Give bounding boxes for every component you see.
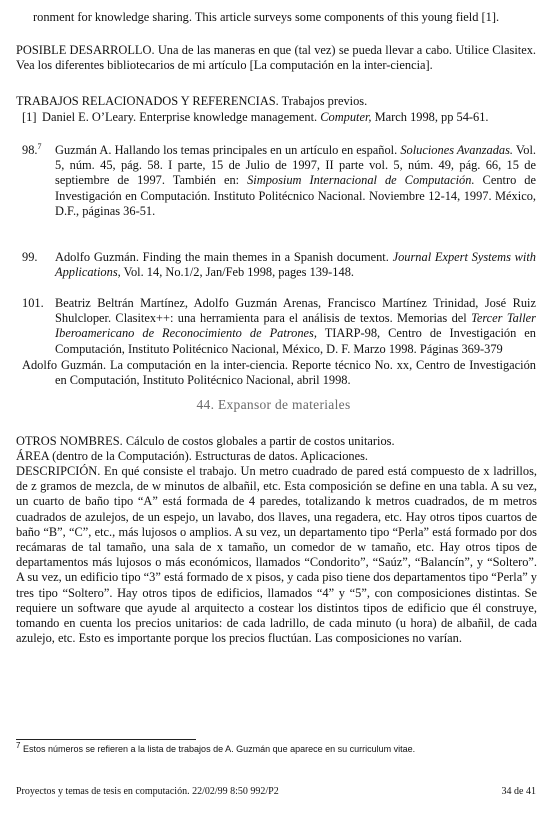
reference-number: 101. [22,296,44,310]
footnote-marker: 7 [16,741,21,750]
posible-desarrollo-text: Una de las maneras en que (tal vez) se pueda llevar a cabo. Utilice Clasitex. Vea los diferentes bibliotecarios de mi artículo [La computación en la inter-ciencia]. [16,43,536,73]
area-label: ÁREA (dentro de la Computación). [16,449,192,463]
area-text: Estructuras de datos. Aplicaciones. [194,449,369,463]
reference-text: Guzmán A. Hallando los temas principales en un artículo en español. Soluciones Avanzadas. Vol. 5, núm. 45, pág. 58. I parte, 15 de Julio de 1997, II parte vol. 5, núm. 49, pág. 66, 15 de septiembre de 1997. También en: Simposium Internacional de Computación. Centro de Investigación en Computación. Instituto Politécnico Nacional. Noviembre 12-14, 1997. México, D.F., páginas 36-51. [55,143,536,218]
section-heading: 44. Expansor de materiales [196,397,351,412]
continuation-paragraph: ronment for knowledge sharing. This article surveys some components of this young field [1]. [33,10,500,24]
reference-number: 98.$^7$ [22,141,42,157]
footnote-marker: 7 [37,141,42,151]
area-paragraph [16,449,536,464]
page-number: 34 de 41 [501,786,536,797]
trabajos-relacionados-label: TRABAJOS RELACIONADOS Y REFERENCIAS. [16,94,279,108]
otros-nombres-label: OTROS NOMBRES. [16,434,123,448]
page-footer [16,786,536,798]
reference-text: Adolfo Guzmán. Finding the main themes in a Spanish document. Journal Expert Systems with Applications, Vol. 14, No.1/2, Jan/Feb 1998, pages 139-148. [55,250,536,280]
reference-item-unnumbered: Adolfo Guzmán. La computación en la inter-ciencia. Reporte técnico No. xx, Centro de Investigación en Computación, Instituto Politécnico Nacional, abril 1998. [22,358,536,388]
descripcion-text: En qué consiste el trabajo. Un metro cuadrado de pared está compuesto de x ladrillos, de z gramos de mezcla, de w minutos de albañil, etc. Esta composición se define en una tabla. A su vez, un cuarto de baño tipo “A” está formada de 4 paredes, totalizando k metros cuadrados, de m metros cuadrados de azulejos, de un espejo, un lavabo, dos llaves, una regadera, etc. Hay otros tipos cuartos de baño “B”, “C”, etc., más lujosos o amplios. A su vez, un departamento tipo “Perla” está formado por dos recámaras de tal tamaño, una sala de x tamaño, un comedor de w tamaño, etc. Hay otros tipos de departamentos más lujosos o más económicos, llamados “Condorito”, “Saúz”, “Balancín”, y “Soltero”. A su vez, un edificio tipo “3” está formado de x pisos, y cada piso tiene dos departamentos tipo “Perla” y tres tipo “Soltero”. Hay otros tipos de edificios, llamados “4” y “5”, con composiciones distintas. Se requiere un software que ayude al arquitecto a costear los distintos tipos de edificio que él construye, tomando en cuenta los precios unitarios: de cada ladrillo, de cada minuto (u hora) de albañil, de cada azulejo, etc. Esto es importante porque los precios fluctúan. Las composiciones no varían. [16,464,537,646]
posible-desarrollo-paragraph [16,43,536,73]
reference-text: Beatriz Beltrán Martínez, Adolfo Guzmán Arenas, Francisco Martínez Trinidad, José Ruiz Shulcloper. Clasitex++: una herramienta para el análisis de textos. Memorias del Tercer Taller Iberoamericano de Reconocimiento de Patrones, TIARP-98, Centro de Investigación en Computación, Instituto Politécnico Nacional, México, D. F. Marzo 1998. Páginas 369-379 [55,296,536,356]
trabajos-relacionados-text: Trabajos previos. [281,94,368,108]
footer-title: Proyectos y temas de tesis en computación. 22/02/99 8:50 992/P2 [16,786,279,797]
footnote [16,741,536,755]
trabajos-relacionados-paragraph [16,94,536,109]
reference-number: [1] [22,110,37,124]
posible-desarrollo-label: POSIBLE DESARROLLO. [16,43,155,57]
descripcion-label: DESCRIPCIÓN. [16,464,101,478]
descripcion-paragraph [16,464,537,646]
otros-nombres-paragraph [16,434,536,449]
reference-number: 99. [22,250,38,264]
otros-nombres-text: Cálculo de costos globales a partir de costos unitarios. [125,434,395,448]
footnote-text: Estos números se refieren a la lista de trabajos de A. Guzmán que aparece en su curriculum vitae. [22,744,416,754]
reference-text: Daniel E. O’Leary. Enterprise knowledge management. Computer, March 1998, pp 54-61. [42,110,489,124]
footnote-divider [16,739,196,740]
